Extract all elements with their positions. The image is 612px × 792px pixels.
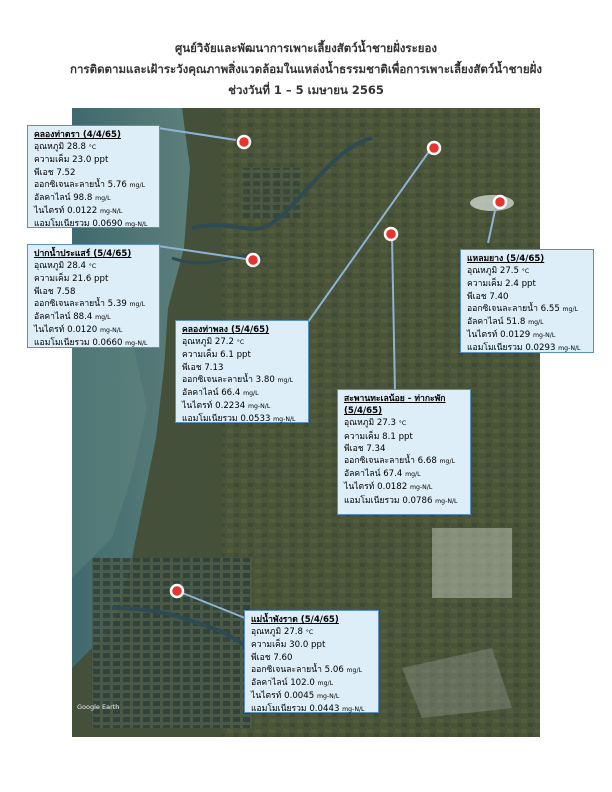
salinity-label: ความเค็ม bbox=[344, 431, 380, 442]
nitrite-value: 0.0122 bbox=[67, 206, 98, 217]
station-name: สะพานทะเลน้อย - ท่ากะพัก (5/4/65) bbox=[344, 394, 446, 417]
station-marker-2 bbox=[247, 254, 259, 266]
salinity-value: 30.0 bbox=[289, 640, 309, 651]
ammonia-value: 0.0786 bbox=[402, 495, 433, 506]
nitrite-label: ไนไตรท์ bbox=[34, 206, 65, 217]
map-attribution: Google Earth bbox=[77, 703, 120, 711]
station-marker-3 bbox=[428, 142, 440, 154]
ph-label: พีเอช bbox=[251, 652, 271, 663]
alkalinity-unit: mg/L bbox=[405, 471, 421, 479]
temp-unit: °C bbox=[305, 629, 314, 637]
leader-line-2 bbox=[158, 246, 246, 259]
ph-label: พีเอช bbox=[344, 443, 364, 454]
temp-value: 28.8 bbox=[66, 142, 87, 153]
do-unit: mg/L bbox=[129, 300, 146, 308]
alkalinity-label: อัลคาไลน์ bbox=[34, 193, 71, 204]
nitrite-unit: mg-N/L bbox=[316, 693, 340, 701]
ammonia-unit: mg-N/L bbox=[435, 497, 458, 505]
temp-label: อุณหภูมิ bbox=[344, 418, 375, 429]
ammonia-value: 0.0690 bbox=[92, 219, 123, 230]
alkalinity-unit: mg/L bbox=[243, 390, 259, 398]
ammonia-value: 0.0443 bbox=[309, 704, 340, 715]
temp-unit: °C bbox=[236, 339, 245, 347]
nitrite-unit: mg-N/L bbox=[409, 484, 433, 492]
report-date-range: ช่วงวันที่ 1 – 5 เมษายน 2565 bbox=[228, 83, 384, 97]
salinity-label: ความเค็ม bbox=[34, 274, 70, 285]
salinity-value: 23.0 bbox=[72, 155, 92, 166]
ammonia-value: 0.0660 bbox=[92, 338, 123, 349]
do-label: ออกซิเจนละลายน้ำ bbox=[34, 179, 105, 190]
salinity-unit: ppt bbox=[398, 431, 413, 442]
temp-label: อุณหภูมิ bbox=[34, 261, 65, 272]
alkalinity-value: 98.8 bbox=[73, 193, 93, 204]
station-box-1 bbox=[27, 125, 160, 228]
salinity-unit: ppt bbox=[311, 640, 326, 651]
do-value: 5.39 bbox=[107, 298, 127, 309]
report-title: ศูนย์วิจัยและพัฒนาการเพาะเลี้ยงสัตว์น้ำชายฝั่งระยอง bbox=[174, 41, 438, 55]
nitrite-value: 0.2234 bbox=[215, 401, 246, 412]
salinity-label: ความเค็ม bbox=[182, 350, 218, 361]
temp-value: 27.5 bbox=[499, 266, 520, 277]
nitrite-value: 0.0129 bbox=[500, 330, 531, 341]
ammonia-label: แอมโมเนียรวม bbox=[467, 343, 523, 354]
alkalinity-value: 51.8 bbox=[506, 317, 526, 328]
temp-label: อุณหภูมิ bbox=[251, 627, 282, 638]
do-value: 5.76 bbox=[107, 179, 127, 190]
nitrite-value: 0.0120 bbox=[67, 325, 98, 336]
salinity-label: ความเค็ม bbox=[251, 640, 287, 651]
ph-label: พีเอช bbox=[182, 362, 202, 373]
station-name: คลองท่าพลง (5/4/65) bbox=[182, 325, 270, 335]
salinity-value: 2.4 bbox=[505, 279, 519, 290]
ph-value: 7.40 bbox=[489, 291, 509, 302]
nitrite-value: 0.0182 bbox=[377, 482, 408, 493]
leader-line-5 bbox=[392, 237, 395, 393]
do-label: ออกซิเจนละลายน้ำ bbox=[251, 664, 322, 675]
temp-value: 27.3 bbox=[376, 418, 397, 429]
ammonia-label: แอมโมเนียรวม bbox=[251, 704, 307, 715]
station-box-3 bbox=[175, 320, 309, 423]
alkalinity-value: 67.4 bbox=[383, 469, 403, 480]
temp-label: อุณหภูมิ bbox=[467, 266, 498, 277]
temp-unit: °C bbox=[398, 420, 407, 428]
ammonia-unit: mg-N/L bbox=[125, 340, 148, 348]
station-name: แม่น้ำพังราด (5/4/65) bbox=[251, 615, 339, 625]
do-unit: mg/L bbox=[562, 305, 579, 313]
station-box-4 bbox=[460, 249, 594, 353]
salinity-unit: ppt bbox=[236, 350, 251, 361]
station-box-6 bbox=[244, 610, 379, 713]
ammonia-unit: mg-N/L bbox=[273, 416, 296, 424]
ammonia-unit: mg-N/L bbox=[125, 221, 148, 229]
alkalinity-value: 88.4 bbox=[73, 312, 93, 323]
do-unit: mg/L bbox=[277, 376, 294, 384]
station-box-2 bbox=[27, 244, 160, 348]
temp-value: 27.8 bbox=[283, 627, 304, 638]
alkalinity-unit: mg/L bbox=[528, 319, 544, 327]
station-box-5 bbox=[337, 389, 471, 515]
ph-label: พีเอช bbox=[467, 291, 487, 302]
leader-line-4 bbox=[488, 206, 496, 243]
alkalinity-unit: mg/L bbox=[317, 680, 334, 688]
ph-value: 7.13 bbox=[204, 362, 224, 373]
alkalinity-value: 102.0 bbox=[290, 678, 315, 689]
temp-label: อุณหภูมิ bbox=[34, 142, 65, 153]
salinity-value: 8.1 bbox=[382, 431, 396, 442]
ammonia-unit: mg-N/L bbox=[342, 706, 365, 714]
do-value: 5.06 bbox=[324, 664, 344, 675]
ammonia-label: แอมโมเนียรวม bbox=[344, 495, 400, 506]
salinity-value: 6.1 bbox=[220, 350, 234, 361]
nitrite-value: 0.0045 bbox=[284, 691, 315, 702]
ammonia-label: แอมโมเนียรวม bbox=[34, 219, 90, 230]
do-unit: mg/L bbox=[346, 666, 363, 674]
ammonia-unit: mg-N/L bbox=[558, 345, 581, 353]
ammonia-value: 0.0533 bbox=[240, 414, 271, 425]
ammonia-label: แอมโมเนียรวม bbox=[182, 414, 238, 425]
station-name: คลองท่าตรา (4/4/65) bbox=[34, 130, 121, 140]
temp-value: 27.2 bbox=[214, 337, 235, 348]
alkalinity-value: 66.4 bbox=[221, 388, 241, 399]
station-marker-5 bbox=[385, 228, 397, 240]
leader-line-1 bbox=[158, 128, 236, 140]
station-marker-6 bbox=[171, 585, 183, 597]
ammonia-label: แอมโมเนียรวม bbox=[34, 338, 90, 349]
alkalinity-label: อัลคาไลน์ bbox=[251, 678, 288, 689]
nitrite-label: ไนไตรท์ bbox=[467, 330, 498, 341]
report-subtitle: การติดตามและเฝ้าระวังคุณภาพสิ่งแวดล้อมในแหล่งน้ำธรรมชาติเพื่อการเพาะเลี้ยงสัตว์น้ำชายฝั่ง bbox=[70, 62, 542, 76]
salinity-label: ความเค็ม bbox=[467, 279, 503, 290]
station-marker-4 bbox=[494, 196, 506, 208]
do-unit: mg/L bbox=[439, 458, 456, 466]
temp-unit: °C bbox=[88, 263, 97, 271]
alkalinity-label: อัลคาไลน์ bbox=[344, 469, 381, 480]
station-marker-1 bbox=[238, 136, 250, 148]
nitrite-unit: mg-N/L bbox=[99, 327, 123, 335]
ph-value: 7.34 bbox=[366, 443, 386, 454]
nitrite-label: ไนไตรท์ bbox=[34, 325, 65, 336]
nitrite-unit: mg-N/L bbox=[532, 332, 556, 340]
do-value: 3.80 bbox=[255, 374, 275, 385]
nitrite-unit: mg-N/L bbox=[247, 403, 271, 411]
station-name: ปากน้ำประแสร์ (5/4/65) bbox=[34, 249, 132, 259]
nitrite-label: ไนไตรท์ bbox=[182, 401, 213, 412]
temp-label: อุณหภูมิ bbox=[182, 337, 213, 348]
do-label: ออกซิเจนละลายน้ำ bbox=[467, 303, 538, 314]
do-value: 6.68 bbox=[417, 456, 437, 467]
temp-unit: °C bbox=[521, 268, 530, 276]
salinity-unit: ppt bbox=[521, 279, 536, 290]
ammonia-value: 0.0293 bbox=[525, 343, 556, 354]
do-label: ออกซิเจนละลายน้ำ bbox=[344, 456, 415, 467]
do-value: 6.55 bbox=[540, 303, 560, 314]
salinity-value: 21.6 bbox=[72, 274, 92, 285]
salinity-unit: ppt bbox=[94, 155, 109, 166]
temp-value: 28.4 bbox=[66, 261, 87, 272]
alkalinity-label: อัลคาไลน์ bbox=[34, 312, 71, 323]
ph-value: 7.60 bbox=[273, 652, 293, 663]
station-name: แหลมยาง (5/4/65) bbox=[467, 254, 545, 264]
nitrite-unit: mg-N/L bbox=[99, 208, 123, 216]
ph-value: 7.52 bbox=[56, 167, 76, 178]
leader-line-6 bbox=[180, 592, 245, 618]
ph-label: พีเอช bbox=[34, 167, 54, 178]
alkalinity-label: อัลคาไลน์ bbox=[467, 317, 504, 328]
alkalinity-label: อัลคาไลน์ bbox=[182, 388, 219, 399]
salinity-unit: ppt bbox=[94, 274, 109, 285]
salinity-label: ความเค็ม bbox=[34, 155, 70, 166]
do-label: ออกซิเจนละลายน้ำ bbox=[182, 374, 253, 385]
ph-value: 7.58 bbox=[56, 286, 76, 297]
ph-label: พีเอช bbox=[34, 286, 54, 297]
alkalinity-unit: mg/L bbox=[95, 314, 111, 322]
do-unit: mg/L bbox=[129, 181, 146, 189]
alkalinity-unit: mg/L bbox=[95, 195, 111, 203]
leader-line-3 bbox=[308, 150, 430, 322]
temp-unit: °C bbox=[88, 144, 97, 152]
do-label: ออกซิเจนละลายน้ำ bbox=[34, 298, 105, 309]
nitrite-label: ไนไตรท์ bbox=[344, 482, 375, 493]
nitrite-label: ไนไตรท์ bbox=[251, 691, 282, 702]
